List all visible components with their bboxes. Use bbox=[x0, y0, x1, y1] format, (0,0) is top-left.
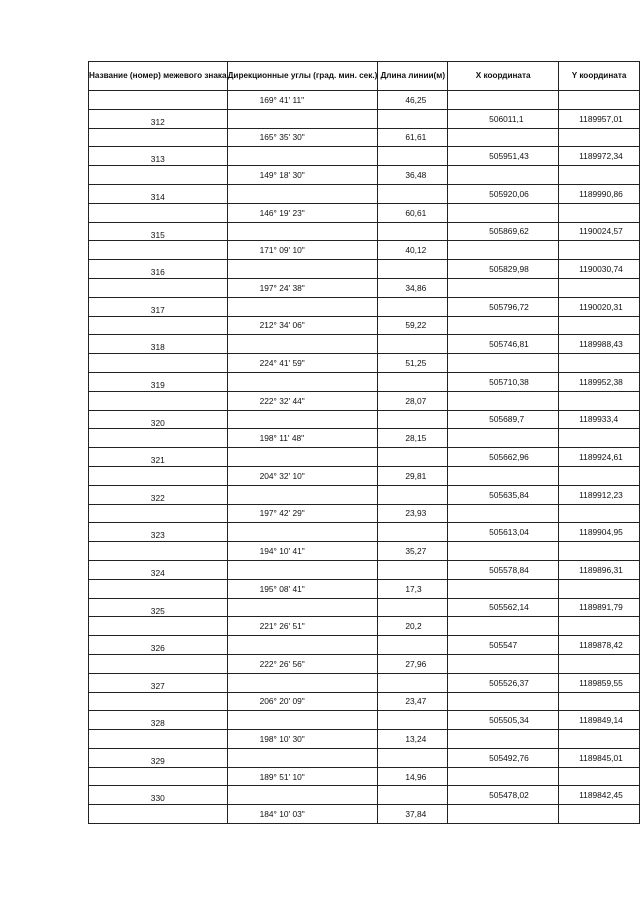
line-length-cell: 28,07 bbox=[378, 391, 448, 410]
direction-angle-cell: 197° 24' 38" bbox=[227, 278, 378, 297]
point-row bbox=[89, 523, 640, 542]
y-coordinate-cell: 1189933,4 bbox=[559, 410, 640, 429]
point-name-cell: 317 bbox=[89, 297, 228, 316]
point-row bbox=[89, 711, 640, 730]
empty-cell bbox=[227, 598, 378, 617]
header-point-name: Название (номер) межевого знака bbox=[89, 62, 228, 91]
point-name-cell: 315 bbox=[89, 222, 228, 241]
direction-angle-cell: 169° 41' 11" bbox=[227, 91, 378, 110]
point-row bbox=[89, 260, 640, 279]
point-name-cell: 328 bbox=[89, 711, 228, 730]
empty-cell bbox=[448, 128, 559, 147]
empty-cell bbox=[89, 617, 228, 636]
point-name-cell: 326 bbox=[89, 636, 228, 655]
empty-cell bbox=[559, 354, 640, 373]
x-coordinate-cell: 505635,84 bbox=[448, 485, 559, 504]
line-row bbox=[89, 767, 640, 786]
y-coordinate-cell: 1189896,31 bbox=[559, 560, 640, 579]
direction-angle-cell: 222° 32' 44" bbox=[227, 391, 378, 410]
empty-cell bbox=[559, 316, 640, 335]
direction-angle-cell: 206° 20' 09" bbox=[227, 692, 378, 711]
y-coordinate-cell: 1189957,01 bbox=[559, 109, 640, 128]
empty-cell bbox=[378, 372, 448, 391]
empty-cell bbox=[448, 316, 559, 335]
line-length-cell: 61,61 bbox=[378, 128, 448, 147]
point-row bbox=[89, 448, 640, 467]
empty-cell bbox=[89, 278, 228, 297]
table-body bbox=[89, 91, 640, 824]
empty-cell bbox=[559, 128, 640, 147]
line-row bbox=[89, 654, 640, 673]
empty-cell bbox=[448, 767, 559, 786]
x-coordinate-cell: 505547 bbox=[448, 636, 559, 655]
empty-cell bbox=[378, 598, 448, 617]
y-coordinate-cell: 1190024,57 bbox=[559, 222, 640, 241]
empty-cell bbox=[559, 654, 640, 673]
line-row bbox=[89, 128, 640, 147]
empty-cell bbox=[378, 523, 448, 542]
header-x-coordinate: X координата bbox=[448, 62, 559, 91]
point-row bbox=[89, 147, 640, 166]
line-length-cell: 20,2 bbox=[378, 617, 448, 636]
empty-cell bbox=[378, 560, 448, 579]
empty-cell bbox=[227, 372, 378, 391]
empty-cell bbox=[227, 184, 378, 203]
empty-cell bbox=[378, 786, 448, 805]
point-name-cell: 320 bbox=[89, 410, 228, 429]
y-coordinate-cell: 1189924,61 bbox=[559, 448, 640, 467]
empty-cell bbox=[227, 335, 378, 354]
line-row bbox=[89, 429, 640, 448]
empty-cell bbox=[448, 429, 559, 448]
empty-cell bbox=[89, 316, 228, 335]
x-coordinate-cell: 505829,98 bbox=[448, 260, 559, 279]
point-row bbox=[89, 222, 640, 241]
empty-cell bbox=[448, 654, 559, 673]
direction-angle-cell: 224° 41' 59" bbox=[227, 354, 378, 373]
x-coordinate-cell: 505951,43 bbox=[448, 147, 559, 166]
empty-cell bbox=[227, 673, 378, 692]
empty-cell bbox=[559, 466, 640, 485]
x-coordinate-cell: 505662,96 bbox=[448, 448, 559, 467]
line-row bbox=[89, 203, 640, 222]
line-row bbox=[89, 354, 640, 373]
y-coordinate-cell: 1189912,23 bbox=[559, 485, 640, 504]
point-name-cell: 327 bbox=[89, 673, 228, 692]
line-length-cell: 13,24 bbox=[378, 730, 448, 749]
x-coordinate-cell: 505505,34 bbox=[448, 711, 559, 730]
empty-cell bbox=[378, 260, 448, 279]
empty-cell bbox=[89, 91, 228, 110]
direction-angle-cell: 195° 08' 41" bbox=[227, 579, 378, 598]
empty-cell bbox=[559, 617, 640, 636]
empty-cell bbox=[227, 786, 378, 805]
header-y-coordinate: Y координата bbox=[559, 62, 640, 91]
empty-cell bbox=[448, 241, 559, 260]
empty-cell bbox=[378, 448, 448, 467]
line-row bbox=[89, 278, 640, 297]
empty-cell bbox=[89, 466, 228, 485]
empty-cell bbox=[448, 805, 559, 824]
empty-cell bbox=[559, 579, 640, 598]
empty-cell bbox=[89, 241, 228, 260]
y-coordinate-cell: 1189842,45 bbox=[559, 786, 640, 805]
y-coordinate-cell: 1189859,55 bbox=[559, 673, 640, 692]
point-name-cell: 313 bbox=[89, 147, 228, 166]
empty-cell bbox=[559, 391, 640, 410]
empty-cell bbox=[227, 485, 378, 504]
empty-cell bbox=[378, 222, 448, 241]
empty-cell bbox=[89, 354, 228, 373]
empty-cell bbox=[448, 91, 559, 110]
line-row bbox=[89, 166, 640, 185]
y-coordinate-cell: 1189878,42 bbox=[559, 636, 640, 655]
y-coordinate-cell: 1189988,43 bbox=[559, 335, 640, 354]
y-coordinate-cell: 1189849,14 bbox=[559, 711, 640, 730]
line-length-cell: 36,48 bbox=[378, 166, 448, 185]
empty-cell bbox=[89, 429, 228, 448]
empty-cell bbox=[559, 429, 640, 448]
y-coordinate-cell: 1189891,79 bbox=[559, 598, 640, 617]
line-length-cell: 46,25 bbox=[378, 91, 448, 110]
y-coordinate-cell: 1190030,74 bbox=[559, 260, 640, 279]
direction-angle-cell: 212° 34' 06" bbox=[227, 316, 378, 335]
line-length-cell: 14,96 bbox=[378, 767, 448, 786]
empty-cell bbox=[227, 448, 378, 467]
empty-cell bbox=[89, 504, 228, 523]
direction-angle-cell: 149° 18' 30" bbox=[227, 166, 378, 185]
line-row bbox=[89, 466, 640, 485]
point-name-cell: 321 bbox=[89, 448, 228, 467]
empty-cell bbox=[227, 711, 378, 730]
empty-cell bbox=[559, 542, 640, 561]
direction-angle-cell: 222° 26' 56" bbox=[227, 654, 378, 673]
point-name-cell: 318 bbox=[89, 335, 228, 354]
line-row bbox=[89, 617, 640, 636]
empty-cell bbox=[227, 560, 378, 579]
empty-cell bbox=[559, 692, 640, 711]
x-coordinate-cell: 505710,38 bbox=[448, 372, 559, 391]
direction-angle-cell: 146° 19' 23" bbox=[227, 203, 378, 222]
point-name-cell: 319 bbox=[89, 372, 228, 391]
point-name-cell: 314 bbox=[89, 184, 228, 203]
line-length-cell: 23,93 bbox=[378, 504, 448, 523]
direction-angle-cell: 165° 35' 30" bbox=[227, 128, 378, 147]
empty-cell bbox=[227, 147, 378, 166]
y-coordinate-cell: 1189990,86 bbox=[559, 184, 640, 203]
line-length-cell: 51,25 bbox=[378, 354, 448, 373]
empty-cell bbox=[448, 542, 559, 561]
empty-cell bbox=[378, 673, 448, 692]
line-row bbox=[89, 542, 640, 561]
point-name-cell: 329 bbox=[89, 748, 228, 767]
empty-cell bbox=[559, 203, 640, 222]
point-row bbox=[89, 335, 640, 354]
line-row bbox=[89, 91, 640, 110]
point-row bbox=[89, 184, 640, 203]
empty-cell bbox=[378, 109, 448, 128]
direction-angle-cell: 221° 26' 51" bbox=[227, 617, 378, 636]
empty-cell bbox=[448, 466, 559, 485]
empty-cell bbox=[378, 711, 448, 730]
empty-cell bbox=[89, 391, 228, 410]
empty-cell bbox=[448, 692, 559, 711]
line-length-cell: 59,22 bbox=[378, 316, 448, 335]
line-length-cell: 37,84 bbox=[378, 805, 448, 824]
empty-cell bbox=[227, 297, 378, 316]
empty-cell bbox=[448, 278, 559, 297]
direction-angle-cell: 198° 11' 48" bbox=[227, 429, 378, 448]
point-row bbox=[89, 372, 640, 391]
empty-cell bbox=[227, 410, 378, 429]
x-coordinate-cell: 505526,37 bbox=[448, 673, 559, 692]
point-row bbox=[89, 636, 640, 655]
empty-cell bbox=[378, 335, 448, 354]
line-row bbox=[89, 316, 640, 335]
empty-cell bbox=[378, 636, 448, 655]
empty-cell bbox=[89, 579, 228, 598]
empty-cell bbox=[227, 636, 378, 655]
line-length-cell: 60,61 bbox=[378, 203, 448, 222]
direction-angle-cell: 171° 09' 10" bbox=[227, 241, 378, 260]
empty-cell bbox=[89, 767, 228, 786]
point-name-cell: 323 bbox=[89, 523, 228, 542]
x-coordinate-cell: 505746,81 bbox=[448, 335, 559, 354]
empty-cell bbox=[559, 767, 640, 786]
line-length-cell: 28,15 bbox=[378, 429, 448, 448]
point-name-cell: 316 bbox=[89, 260, 228, 279]
empty-cell bbox=[559, 730, 640, 749]
empty-cell bbox=[448, 354, 559, 373]
empty-cell bbox=[227, 222, 378, 241]
direction-angle-cell: 194° 10' 41" bbox=[227, 542, 378, 561]
x-coordinate-cell: 506011,1 bbox=[448, 109, 559, 128]
point-row bbox=[89, 560, 640, 579]
empty-cell bbox=[89, 166, 228, 185]
empty-cell bbox=[227, 260, 378, 279]
line-row bbox=[89, 579, 640, 598]
y-coordinate-cell: 1189952,38 bbox=[559, 372, 640, 391]
line-length-cell: 34,86 bbox=[378, 278, 448, 297]
x-coordinate-cell: 505492,76 bbox=[448, 748, 559, 767]
line-length-cell: 23,47 bbox=[378, 692, 448, 711]
empty-cell bbox=[89, 542, 228, 561]
point-row bbox=[89, 297, 640, 316]
line-row bbox=[89, 241, 640, 260]
x-coordinate-cell: 505869,62 bbox=[448, 222, 559, 241]
table-header-row bbox=[89, 62, 640, 91]
line-length-cell: 17,3 bbox=[378, 579, 448, 598]
empty-cell bbox=[378, 748, 448, 767]
header-direction-angle: Дирекционные углы (град. мин. сек.) bbox=[227, 62, 378, 91]
empty-cell bbox=[559, 278, 640, 297]
empty-cell bbox=[448, 504, 559, 523]
empty-cell bbox=[89, 730, 228, 749]
empty-cell bbox=[378, 410, 448, 429]
empty-cell bbox=[89, 128, 228, 147]
empty-cell bbox=[378, 297, 448, 316]
x-coordinate-cell: 505613,04 bbox=[448, 523, 559, 542]
line-row bbox=[89, 504, 640, 523]
empty-cell bbox=[448, 579, 559, 598]
empty-cell bbox=[378, 485, 448, 504]
line-row bbox=[89, 692, 640, 711]
point-name-cell: 330 bbox=[89, 786, 228, 805]
point-name-cell: 312 bbox=[89, 109, 228, 128]
x-coordinate-cell: 505478,02 bbox=[448, 786, 559, 805]
line-length-cell: 29,81 bbox=[378, 466, 448, 485]
y-coordinate-cell: 1190020,31 bbox=[559, 297, 640, 316]
empty-cell bbox=[448, 166, 559, 185]
boundary-coordinates-table bbox=[88, 61, 640, 824]
line-length-cell: 40,12 bbox=[378, 241, 448, 260]
empty-cell bbox=[378, 147, 448, 166]
y-coordinate-cell: 1189904,95 bbox=[559, 523, 640, 542]
point-row bbox=[89, 748, 640, 767]
point-name-cell: 325 bbox=[89, 598, 228, 617]
x-coordinate-cell: 505796,72 bbox=[448, 297, 559, 316]
x-coordinate-cell: 505920,06 bbox=[448, 184, 559, 203]
direction-angle-cell: 197° 42' 29" bbox=[227, 504, 378, 523]
direction-angle-cell: 198° 10' 30" bbox=[227, 730, 378, 749]
empty-cell bbox=[89, 805, 228, 824]
empty-cell bbox=[448, 203, 559, 222]
point-row bbox=[89, 598, 640, 617]
empty-cell bbox=[89, 692, 228, 711]
empty-cell bbox=[448, 617, 559, 636]
empty-cell bbox=[89, 654, 228, 673]
empty-cell bbox=[448, 391, 559, 410]
empty-cell bbox=[89, 203, 228, 222]
empty-cell bbox=[448, 730, 559, 749]
empty-cell bbox=[559, 241, 640, 260]
direction-angle-cell: 189° 51' 10" bbox=[227, 767, 378, 786]
empty-cell bbox=[559, 91, 640, 110]
line-length-cell: 27,96 bbox=[378, 654, 448, 673]
empty-cell bbox=[559, 166, 640, 185]
y-coordinate-cell: 1189845,01 bbox=[559, 748, 640, 767]
line-row bbox=[89, 730, 640, 749]
empty-cell bbox=[378, 184, 448, 203]
point-name-cell: 322 bbox=[89, 485, 228, 504]
line-row bbox=[89, 805, 640, 824]
x-coordinate-cell: 505578,84 bbox=[448, 560, 559, 579]
point-row bbox=[89, 786, 640, 805]
point-name-cell: 324 bbox=[89, 560, 228, 579]
line-length-cell: 35,27 bbox=[378, 542, 448, 561]
header-line-length: Длина линии(м) bbox=[378, 62, 448, 91]
point-row bbox=[89, 109, 640, 128]
empty-cell bbox=[227, 109, 378, 128]
x-coordinate-cell: 505562,14 bbox=[448, 598, 559, 617]
point-row bbox=[89, 485, 640, 504]
empty-cell bbox=[227, 523, 378, 542]
line-row bbox=[89, 391, 640, 410]
direction-angle-cell: 184° 10' 03" bbox=[227, 805, 378, 824]
point-row bbox=[89, 673, 640, 692]
y-coordinate-cell: 1189972,34 bbox=[559, 147, 640, 166]
direction-angle-cell: 204° 32' 10" bbox=[227, 466, 378, 485]
point-row bbox=[89, 410, 640, 429]
empty-cell bbox=[227, 748, 378, 767]
empty-cell bbox=[559, 504, 640, 523]
empty-cell bbox=[559, 805, 640, 824]
x-coordinate-cell: 505689,7 bbox=[448, 410, 559, 429]
